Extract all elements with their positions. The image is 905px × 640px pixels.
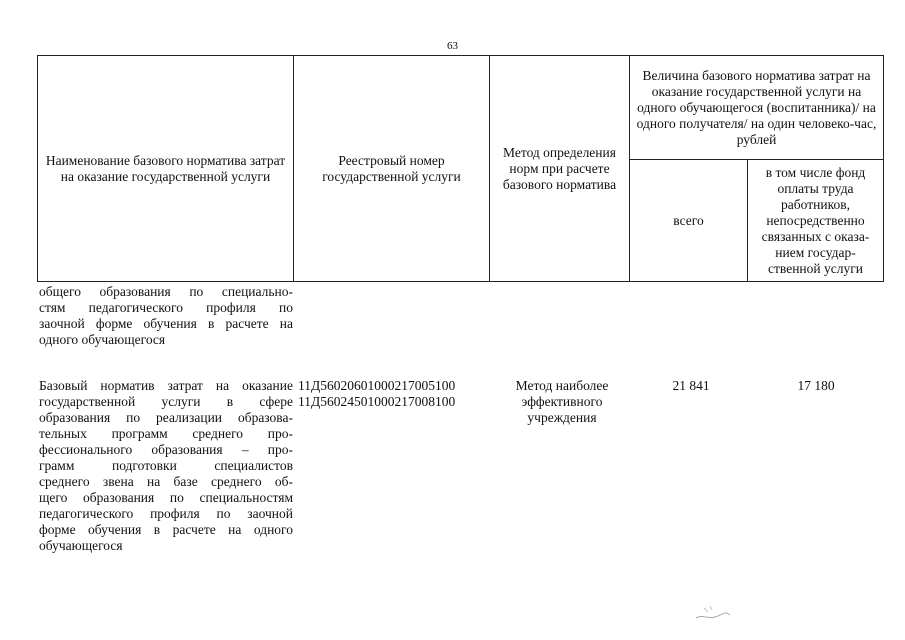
service-name-line: щего образования по специальностям: [39, 490, 293, 505]
table-header: [37, 55, 884, 282]
service-name-line: государственной услуги в сфере: [39, 394, 293, 409]
service-name-line: образования по реализации образова-: [39, 410, 293, 425]
service-name-line: тельных программ среднего про-: [39, 426, 293, 441]
service-name-cell: [39, 378, 293, 554]
service-name-line: форме обучения в расчете на одного: [39, 522, 293, 537]
registry-number: 11Д56024501000217008100: [298, 394, 456, 409]
method-line: Метод наиболее: [515, 378, 609, 393]
continuation-text: [39, 284, 293, 348]
registry-number-cell: [298, 378, 494, 410]
header-value-column: Величина базового норматива затрат на оказание государственной услуги на одного обучающегося (воспитанника)/ на одного получателя/ на один человеко-час, рублей: [630, 56, 884, 160]
method-line: учреждения: [527, 410, 597, 425]
header-registry-column: Реестровый номер государственной услуги: [294, 56, 490, 282]
header-total-column: всего: [630, 160, 748, 282]
signature-mark: [692, 600, 732, 622]
continuation-line: одного обучающегося: [39, 332, 166, 347]
page-number: 63: [447, 40, 458, 52]
continuation-line: стям педагогического профиля по: [39, 300, 293, 315]
registry-number: 11Д56020601000217005100: [298, 378, 456, 393]
service-name-line: Базовый норматив затрат на оказание: [39, 378, 293, 393]
service-name-line: педагогического профиля по заочной: [39, 506, 293, 521]
continuation-line: заочной форме обучения в расчете на: [39, 316, 293, 331]
method-cell: [492, 378, 632, 426]
header-payroll-column: в том числе фонд оплаты труда работников, непосредственно связанных с оказа-нием государ-ственной услуги: [748, 160, 884, 282]
total-value: 21 841: [672, 378, 710, 393]
header-name-column: Наименование базового норматива затрат на оказание государственной услуги: [38, 56, 294, 282]
service-name-line: фессионального образования – про-: [39, 442, 293, 457]
method-line: эффективного: [521, 394, 603, 409]
service-name-line: среднего звена на базе среднего об-: [39, 474, 293, 489]
service-name-line: грамм подготовки специалистов: [39, 458, 293, 473]
header-method-column: Метод определения норм при расчете базового норматива: [490, 56, 630, 282]
continuation-line: общего образования по специально-: [39, 284, 293, 299]
service-name-line: обучающегося: [39, 538, 123, 553]
payroll-value: 17 180: [797, 378, 835, 393]
